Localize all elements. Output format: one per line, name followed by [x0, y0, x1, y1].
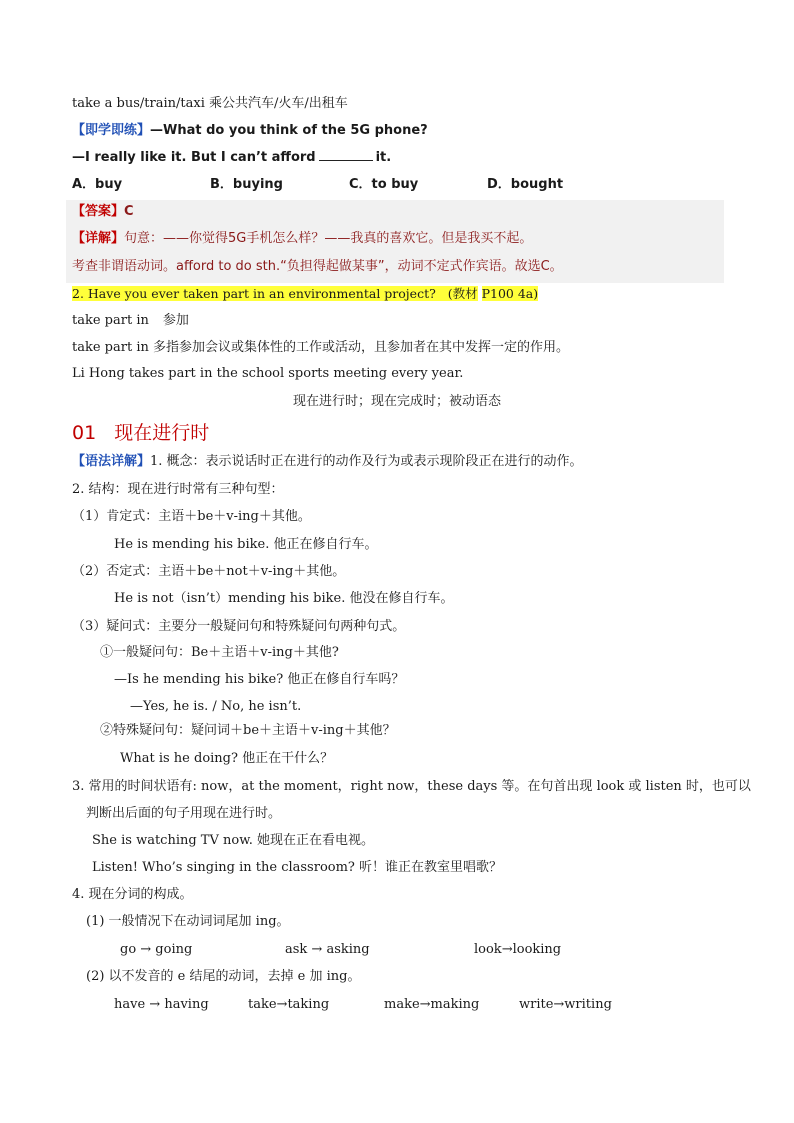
answer-blank [319, 148, 373, 161]
explain-line1 [72, 229, 532, 249]
take-part-line [72, 311, 189, 331]
grammar-q1: ①一般疑问句：Be＋主语＋v-ing＋其他? [100, 645, 339, 660]
practice-question-text: —What do you think of the 5G phone? [150, 123, 428, 138]
practice-tag: 【即学即练】 [72, 123, 151, 138]
item2-ref-highlight: P100 4a) [481, 286, 539, 301]
vocab-take-bus: take a bus/train/taxi 乘公共汽车/火车/出租车 [72, 96, 348, 111]
form1-example-ask: ask → asking [285, 942, 370, 957]
grammar-form2: (2) 以不发音的 e 结尾的动词，去掉 e 加 ing。 [86, 969, 361, 984]
grammar-time-b: 判断出后面的句子用现在进行时。 [86, 806, 282, 821]
answer-line [72, 202, 134, 222]
grammar-tag: 【语法详解】 [72, 454, 151, 469]
take-part-desc: take part in 多指参加会议或集体性的工作或活动，且参加者在其中发挥一定的作用。 [72, 340, 569, 355]
grammar-q2: ②特殊疑问句：疑问词＋be＋主语＋v-ing＋其他？ [100, 723, 396, 738]
grammar-q2-example: What is he doing? 他正在干什么？ [120, 751, 334, 766]
grammar-concept [72, 452, 583, 472]
take-part-example: Li Hong takes part in the school sports meeting every year. [72, 366, 464, 381]
section-title: 现在进行时 [114, 422, 210, 444]
grammar-negative-example: He is not（isn’t）mending his bike. 他没在修自行车。 [114, 591, 454, 606]
grammar-affirm-example: He is mending his bike. 他正在修自行车。 [114, 537, 378, 552]
grammar-form1: (1) 一般情况下在动词词尾加 ing。 [86, 914, 290, 929]
option-a: A．buy [72, 177, 123, 192]
grammar-time-example1: She is watching TV now. 她现在正在看电视。 [92, 833, 375, 848]
option-d: D．bought [487, 177, 564, 192]
grammar-concept-text: 1. 概念：表示说话时正在进行的动作及行为或表示现阶段正在进行的动作。 [150, 454, 583, 469]
grammar-structure: 2. 结构：现在进行时常有三种句型： [72, 482, 284, 497]
form2-example-take: take→taking [248, 997, 330, 1012]
section-heading [72, 418, 209, 445]
grammar-time-a: 3. 常用的时间状语有: now，at the moment，right now，these days 等。在句首出现 look 或 listen 时，也可以 [72, 779, 751, 794]
grammar-q1-example: —Is he mending his bike? 他正在修自行车吗？ [114, 672, 405, 687]
question-b-before: —I really like it. But I can’t afford [72, 150, 316, 165]
item2-line [72, 284, 538, 304]
explain-line2: 考查非谓语动词。afford to do sth.“负担得起做某事”，动词不定式作宾语。故选C。 [72, 259, 563, 274]
form1-example-go: go → going [120, 942, 193, 957]
practice-question-a [72, 121, 428, 141]
practice-options [72, 175, 563, 195]
explain-tag: 【详解】 [72, 231, 125, 246]
topics-line: 现在进行时；现在完成时；被动语态 [292, 394, 501, 409]
take-part-word: take part in [72, 313, 149, 328]
option-b: B．buying [210, 177, 283, 192]
item2-ref: (教材 [447, 286, 478, 301]
answer-value: C [124, 204, 134, 219]
grammar-affirm: （1）肯定式：主语＋be＋v-ing＋其他。 [72, 509, 311, 524]
practice-question-b [72, 148, 391, 168]
section-number: 01 [72, 422, 97, 444]
grammar-time-example2: Listen! Who’s singing in the classroom? 听！谁正在教室里唱歌？ [92, 860, 503, 875]
grammar-form: 4. 现在分词的构成。 [72, 887, 193, 902]
form2-example-have: have → having [114, 997, 209, 1012]
option-c: C．to buy [349, 177, 419, 192]
grammar-question: （3）疑问式：主要分一般疑问句和特殊疑问句两种句式。 [72, 619, 406, 634]
form2-example-write: write→writing [519, 997, 612, 1012]
item2-sentence: 2. Have you ever taken part in an environmental project? [72, 286, 436, 301]
take-part-meaning: 参加 [162, 313, 189, 328]
form1-example-look: look→looking [474, 942, 562, 957]
question-b-after: it. [375, 150, 392, 165]
form2-example-make: make→making [384, 997, 480, 1012]
explain-text1: 句意：——你觉得5G手机怎么样？——我真的喜欢它。但是我买不起。 [124, 231, 533, 246]
answer-tag: 【答案】 [72, 204, 125, 219]
grammar-negative: （2）否定式：主语＋be＋not＋v-ing＋其他。 [72, 564, 346, 579]
grammar-q1-answer: —Yes, he is. / No, he isn’t. [130, 699, 302, 714]
